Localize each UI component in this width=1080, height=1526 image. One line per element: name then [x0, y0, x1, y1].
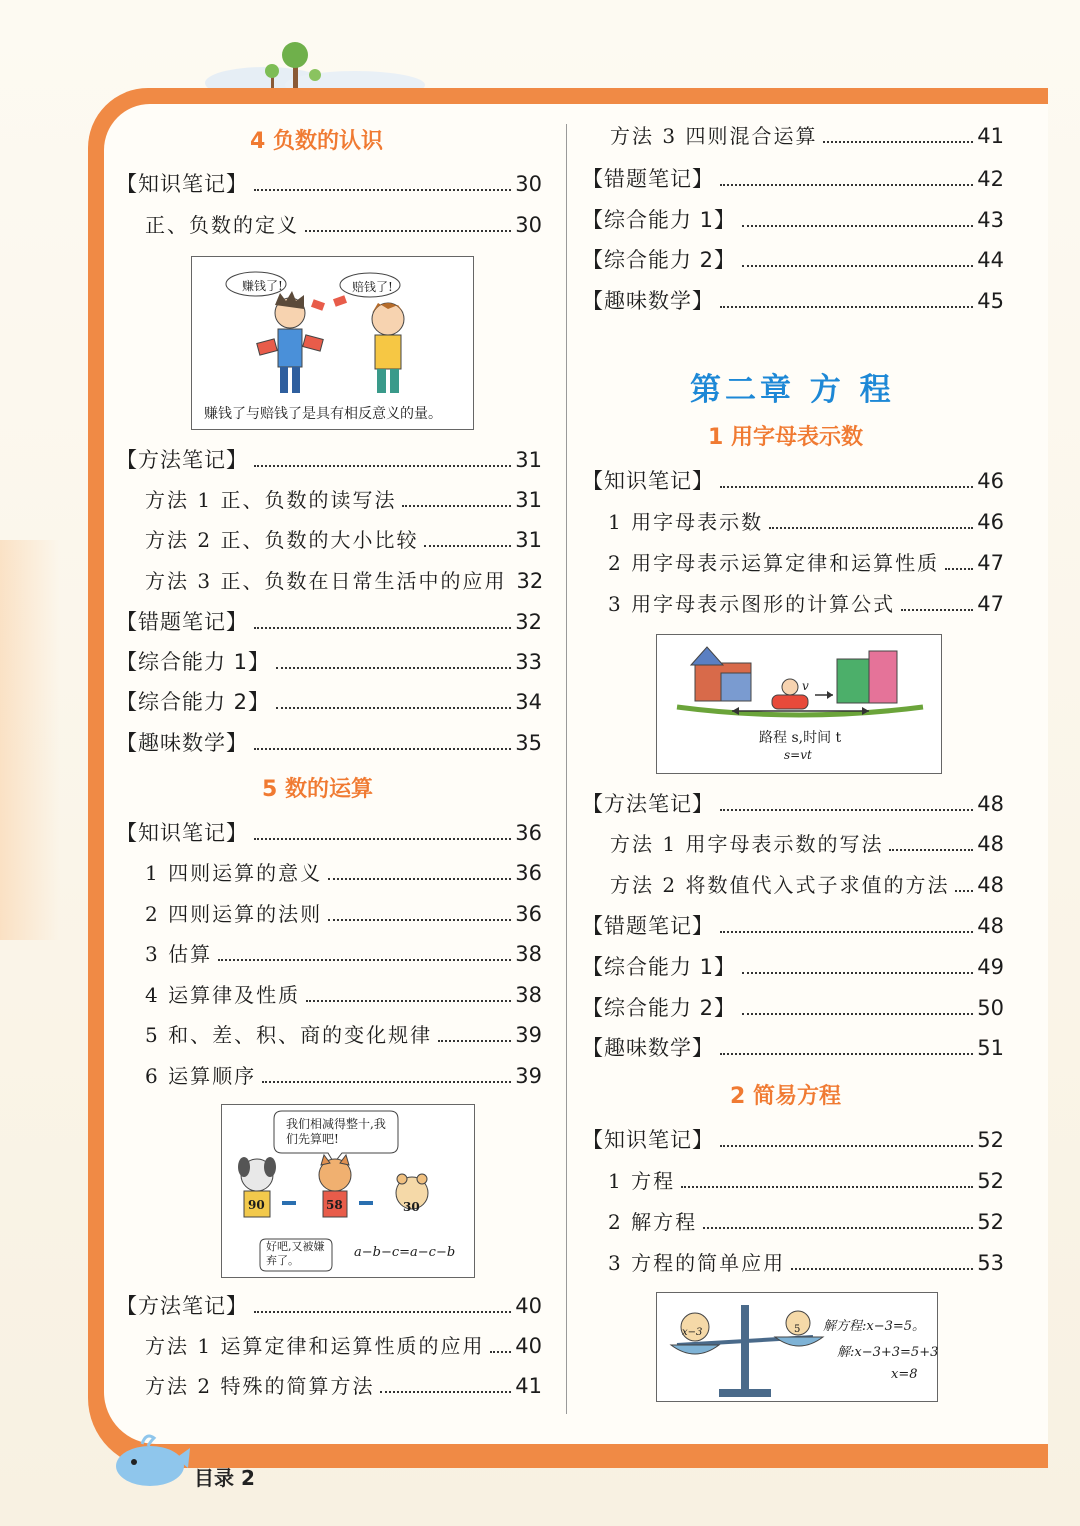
toc-label: 方法 1 正、负数的读写法 [145, 488, 397, 512]
toc-entry[interactable] [145, 1332, 542, 1360]
toc-label: 方法 2 正、负数的大小比较 [145, 528, 419, 552]
route-label: 路程 s,时间 t [759, 730, 842, 746]
toc-page: 31 [515, 488, 542, 512]
leader-dots [254, 748, 511, 750]
toc-label: 3 用字母表示图形的计算公式 [608, 592, 896, 616]
toc-entry[interactable] [116, 729, 542, 757]
toc-label: 2 解方程 [608, 1210, 698, 1234]
toc-label: 【知识笔记】 [582, 469, 714, 493]
page-footer-label: 目录 2 [194, 1466, 255, 1490]
toc-label: 【知识笔记】 [116, 172, 248, 196]
left-shade [0, 540, 60, 940]
leader-dots [218, 959, 511, 961]
toc-entry[interactable] [608, 1249, 1004, 1277]
leader-dots [769, 527, 973, 529]
toc-label: 6 运算顺序 [145, 1064, 257, 1088]
toc-page: 43 [977, 208, 1004, 232]
toc-page: 52 [977, 1210, 1004, 1234]
toc-page: 44 [977, 248, 1004, 272]
toc-entry[interactable] [145, 486, 542, 514]
toc-label: 【综合能力 1】 [582, 955, 737, 979]
toc-label: 方法 2 将数值代入式子求值的方法 [610, 873, 950, 897]
illustration-caption: 赚钱了与赔钱了是具有相反意义的量。 [204, 406, 442, 422]
toc-page: 42 [977, 167, 1004, 191]
number-90: 90 [248, 1198, 265, 1212]
toc-label: 【错题笔记】 [116, 610, 248, 634]
toc-entry[interactable] [145, 526, 542, 554]
velocity-label: v [802, 679, 809, 693]
toc-page: 51 [977, 1036, 1004, 1060]
illustration-distance [656, 634, 942, 774]
toc-entry[interactable] [582, 1126, 1004, 1154]
leader-dots [262, 1081, 511, 1083]
leader-dots [720, 809, 973, 811]
toc-page: 35 [515, 731, 542, 755]
toc-page: 52 [977, 1169, 1004, 1193]
toc-entry[interactable] [608, 590, 1004, 618]
toc-entry[interactable] [145, 859, 542, 887]
toc-entry[interactable] [145, 567, 542, 595]
illustration-balance [656, 1292, 938, 1402]
toc-page: 53 [977, 1251, 1004, 1275]
toc-page: 32 [515, 610, 542, 634]
leader-dots [254, 189, 511, 191]
toc-page: 48 [977, 914, 1004, 938]
toc-page: 47 [977, 592, 1004, 616]
toc-label: 【综合能力 1】 [582, 208, 737, 232]
toc-entry[interactable] [116, 688, 542, 716]
toc-entry[interactable] [608, 549, 1004, 577]
toc-entry[interactable] [116, 819, 542, 847]
leader-dots [402, 505, 511, 507]
toc-label: 【错题笔记】 [582, 167, 714, 191]
bubble-bottom: 好吧,又被嫌弃了。 [266, 1240, 325, 1267]
leader-dots [703, 1227, 973, 1229]
toc-label: 方法 3 四则混合运算 [610, 124, 818, 148]
leader-dots [328, 919, 511, 921]
leader-dots [424, 545, 511, 547]
toc-entry[interactable] [116, 1292, 542, 1320]
toc-page: 36 [515, 821, 542, 845]
toc-entry[interactable] [582, 790, 1004, 818]
toc-label: 方法 1 运算定律和运算性质的应用 [145, 1334, 485, 1358]
toc-entry[interactable] [610, 871, 1004, 899]
leader-dots [901, 609, 973, 611]
toc-entry[interactable] [116, 170, 542, 198]
toc-page: 38 [515, 983, 542, 1007]
toc-page: 49 [977, 955, 1004, 979]
toc-label: 【综合能力 2】 [116, 690, 271, 714]
whale-icon [112, 1428, 192, 1490]
toc-entry[interactable] [116, 446, 542, 474]
toc-label: 方法 3 正、负数在日常生活中的应用 [145, 569, 507, 593]
toc-entry[interactable] [145, 1372, 542, 1400]
toc-page: 48 [977, 873, 1004, 897]
toc-label: 1 用字母表示数 [608, 510, 764, 534]
toc-page: 47 [977, 551, 1004, 575]
bubble-top: 我们相减得整十,我们先算吧! [286, 1117, 386, 1146]
leader-dots [791, 1268, 973, 1270]
leader-dots [742, 972, 973, 974]
toc-page: 31 [515, 528, 542, 552]
toc-label: 方法 1 用字母表示数的写法 [610, 832, 884, 856]
toc-page: 33 [515, 650, 542, 674]
toc-entry[interactable] [116, 648, 542, 676]
toc-entry[interactable] [608, 508, 1004, 536]
trees-decoration [205, 25, 425, 95]
leader-dots [254, 1311, 511, 1313]
toc-label: 【综合能力 2】 [582, 248, 737, 272]
toc-label: 【方法笔记】 [582, 792, 714, 816]
toc-entry[interactable] [582, 246, 1004, 274]
toc-entry[interactable] [582, 994, 1004, 1022]
toc-entry[interactable] [145, 981, 542, 1009]
chapter-title: 第二章 方 程 [690, 372, 895, 408]
toc-label: 【知识笔记】 [116, 821, 248, 845]
toc-page: 34 [515, 690, 542, 714]
section-title-4: 4 负数的认识 [250, 129, 383, 154]
toc-page: 32 [516, 569, 544, 593]
leader-dots [720, 486, 973, 488]
toc-label: 1 方程 [608, 1169, 676, 1193]
toc-entry[interactable] [608, 1208, 1004, 1236]
toc-label: 【综合能力 1】 [116, 650, 271, 674]
toc-label: 【知识笔记】 [582, 1128, 714, 1152]
toc-label: 4 运算律及性质 [145, 983, 301, 1007]
leader-dots [720, 931, 973, 933]
toc-label: 3 方程的简单应用 [608, 1251, 786, 1275]
toc-page: 41 [515, 1374, 542, 1398]
leader-dots [823, 141, 973, 143]
toc-page: 40 [515, 1334, 542, 1358]
leader-dots [305, 230, 511, 232]
leader-dots [306, 1000, 511, 1002]
toc-page: 30 [515, 172, 542, 196]
toc-page: 36 [515, 902, 542, 926]
leader-dots [742, 225, 973, 227]
toc-entry[interactable] [116, 608, 542, 636]
leader-dots [254, 838, 511, 840]
toc-label: 【趣味数学】 [582, 1036, 714, 1060]
toc-entry[interactable] [145, 900, 542, 928]
formula: a−b−c=a−c−b [354, 1245, 456, 1260]
toc-entry[interactable] [610, 830, 1004, 858]
toc-entry[interactable] [610, 122, 1004, 150]
toc-entry[interactable] [582, 467, 1004, 495]
toc-page: 30 [515, 213, 542, 237]
formula: s=vt [784, 748, 812, 762]
leader-dots [490, 1351, 511, 1353]
toc-page: 31 [515, 448, 542, 472]
toc-page: 38 [515, 942, 542, 966]
toc-page: 46 [977, 469, 1004, 493]
toc-label: 【综合能力 2】 [582, 996, 737, 1020]
toc-label: 5 和、差、积、商的变化规律 [145, 1023, 433, 1047]
leader-dots [720, 306, 973, 308]
toc-entry[interactable] [582, 1034, 1004, 1062]
leader-dots [720, 1053, 973, 1055]
number-58: 58 [326, 1198, 343, 1212]
toc-page: 50 [977, 996, 1004, 1020]
leader-dots [276, 667, 511, 669]
toc-entry[interactable] [145, 1062, 542, 1090]
toc-entry[interactable] [582, 953, 1004, 981]
equation-line-1: 解方程:x−3=5。 [823, 1319, 926, 1334]
toc-page: 39 [515, 1064, 542, 1088]
leader-dots [254, 465, 511, 467]
toc-page: 41 [977, 124, 1004, 148]
toc-entry[interactable] [582, 206, 1004, 234]
toc-page: 40 [515, 1294, 542, 1318]
toc-entry[interactable] [145, 1021, 542, 1049]
leader-dots [276, 707, 511, 709]
leader-dots [955, 890, 973, 892]
toc-label: 【趣味数学】 [582, 289, 714, 313]
toc-entry[interactable] [608, 1167, 1004, 1195]
section-title-2: 2 简易方程 [730, 1084, 841, 1109]
toc-page: 46 [977, 510, 1004, 534]
illustration-animals-subtract [221, 1104, 475, 1278]
toc-page: 36 [515, 861, 542, 885]
toc-entry[interactable] [582, 912, 1004, 940]
toc-page: 39 [515, 1023, 542, 1047]
left-tag: x−3 [682, 1327, 703, 1338]
toc-label: 【趣味数学】 [116, 731, 248, 755]
leader-dots [380, 1391, 511, 1393]
equation-line-3: x=8 [891, 1367, 918, 1382]
illustration-money-kids [191, 256, 474, 430]
leader-dots [720, 184, 973, 186]
toc-label: 2 四则运算的法则 [145, 902, 323, 926]
toc-label: 1 四则运算的意义 [145, 861, 323, 885]
toc-label: 方法 2 特殊的简算方法 [145, 1374, 375, 1398]
leader-dots [254, 627, 511, 629]
toc-entry[interactable] [145, 940, 542, 968]
leader-dots [720, 1145, 973, 1147]
toc-label: 【错题笔记】 [582, 914, 714, 938]
leader-dots [328, 878, 511, 880]
leader-dots [889, 849, 973, 851]
bubble-lose: 赔钱了! [352, 280, 393, 294]
toc-label: 3 估算 [145, 942, 213, 966]
section-title-5: 5 数的运算 [262, 777, 373, 802]
leader-dots [681, 1186, 973, 1188]
section-title-1: 1 用字母表示数 [708, 425, 863, 450]
leader-dots [742, 265, 973, 267]
leader-dots [742, 1013, 973, 1015]
toc-label: 正、负数的定义 [145, 213, 299, 237]
toc-page: 52 [977, 1128, 1004, 1152]
toc-label: 2 用字母表示运算定律和运算性质 [608, 551, 940, 575]
bubble-earn: 赚钱了! [242, 279, 283, 293]
leader-dots [945, 568, 973, 570]
toc-page: 48 [977, 792, 1004, 816]
number-30: 30 [403, 1200, 420, 1214]
column-divider [566, 124, 567, 1414]
toc-entry[interactable] [145, 211, 542, 239]
leader-dots [438, 1040, 511, 1042]
toc-label: 【方法笔记】 [116, 1294, 248, 1318]
equation-line-2: 解:x−3+3=5+3 [837, 1345, 939, 1360]
toc-page: 45 [977, 289, 1004, 313]
toc-page: 48 [977, 832, 1004, 856]
toc-entry[interactable] [582, 287, 1004, 315]
right-tag: 5 [794, 1324, 801, 1335]
toc-label: 【方法笔记】 [116, 448, 248, 472]
toc-entry[interactable] [582, 165, 1004, 193]
